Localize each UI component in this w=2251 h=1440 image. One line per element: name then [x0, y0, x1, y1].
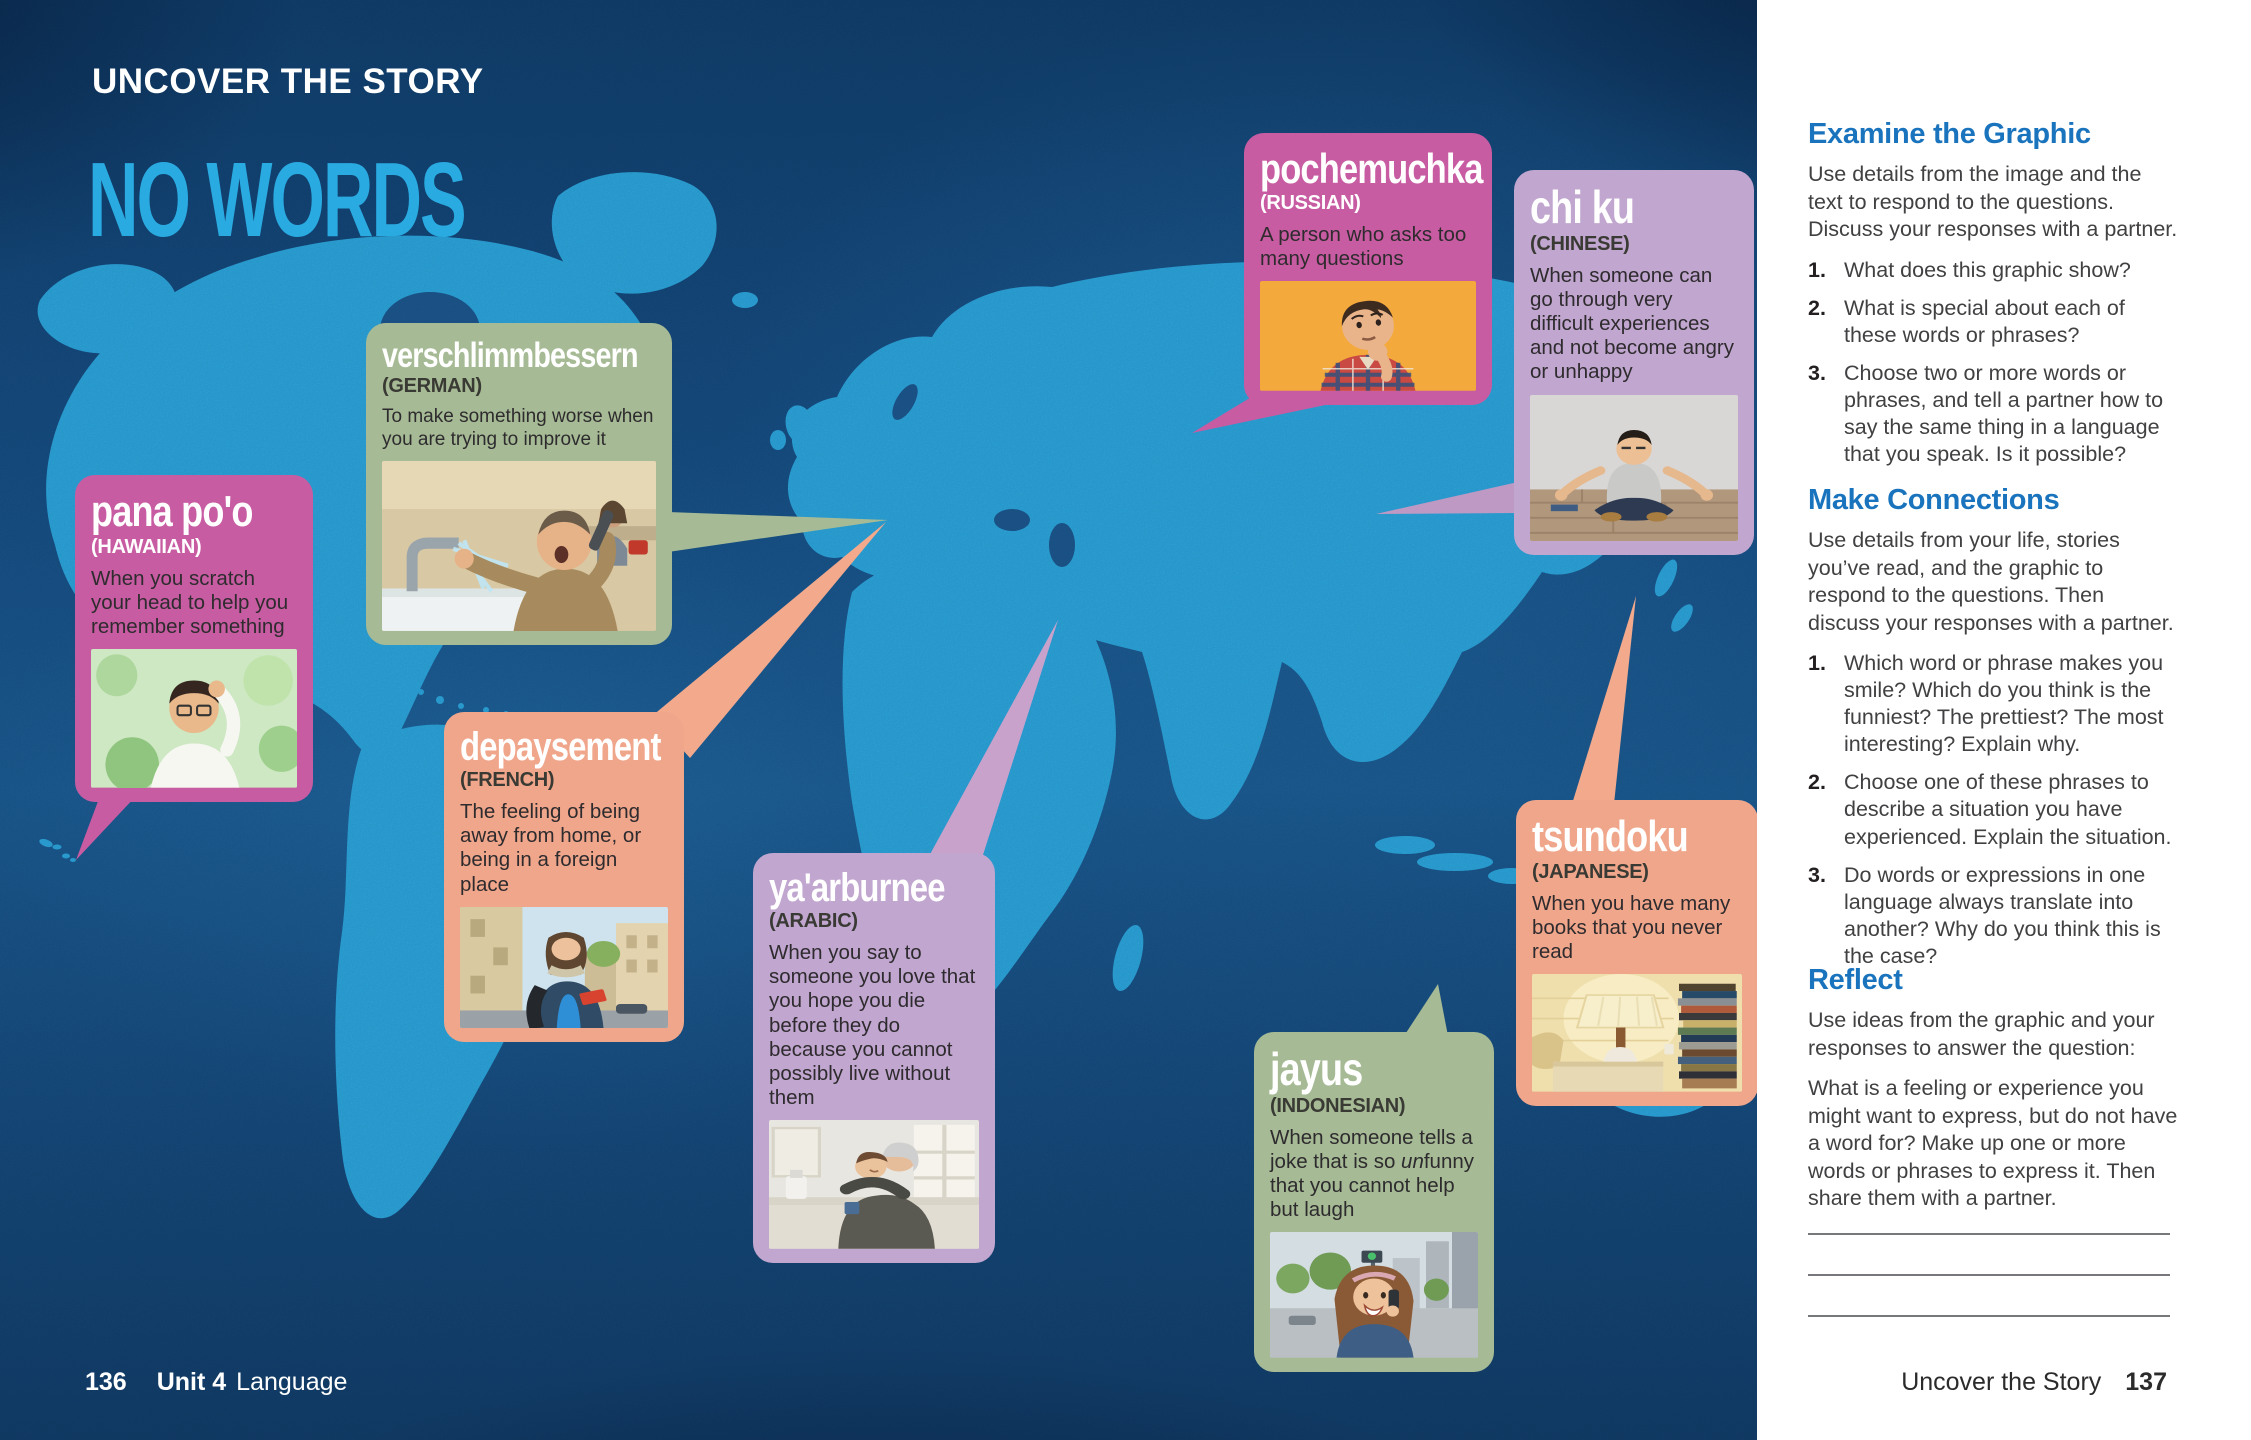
- reflect-section: [1808, 964, 2180, 1226]
- word-card-tsundoku: [1516, 800, 1757, 1106]
- make-connections-section: [1808, 484, 2180, 970]
- card-definition: When you have many books that you never read: [1532, 891, 1731, 964]
- writing-line: [1808, 1274, 2170, 1276]
- reflect-question: What is a feeling or experience you might want to express, but do not have a word for? Make up one or more words or phrases to express it. Then share them with a partner.: [1808, 1076, 2178, 1211]
- right-page-number: 137: [2125, 1368, 2167, 1396]
- question-number: 3.: [1808, 360, 1826, 385]
- question-text: Do words or expressions in one language always translate into another? Why do you think this is the case?: [1844, 862, 2161, 968]
- section-eyebrow: UNCOVER THE STORY: [92, 62, 484, 101]
- question-text: Which word or phrase makes you smile? Which do you think is the funniest? The prettiest? The most interesting? Explain why.: [1844, 651, 2164, 757]
- question-number: 1.: [1808, 651, 1826, 676]
- word-card-depaysement: [444, 712, 684, 1042]
- question-text: Choose one of these phrases to describe a situation you have experienced. Explain the situation.: [1844, 770, 2172, 849]
- writing-line: [1808, 1315, 2170, 1317]
- woman-traveling-photo: [460, 907, 668, 1028]
- man-fixing-sink-photo: [382, 461, 656, 631]
- word-card-pana-poo: [75, 475, 313, 802]
- card-language: (INDONESIAN): [1270, 1094, 1406, 1117]
- section-title: Uncover the Story: [1901, 1368, 2102, 1396]
- card-language: (FRENCH): [460, 769, 555, 791]
- card-word: pochemuchka: [1260, 145, 1483, 192]
- tail-tsundoku: [1572, 596, 1636, 804]
- tail-jayus: [1404, 984, 1448, 1036]
- page-title: NO WORDS: [88, 141, 465, 259]
- question-text: What is special about each of these words or phrases?: [1844, 295, 2125, 347]
- question-number: 2.: [1808, 295, 1826, 320]
- writing-line: [1808, 1233, 2170, 1235]
- card-definition: When you scratch your head to help you remember something: [91, 566, 289, 639]
- left-page-number: 136: [85, 1368, 127, 1396]
- card-language: (HAWAIIAN): [91, 535, 202, 558]
- tail-pana-poo: [76, 796, 136, 860]
- section-intro: Use ideas from the graphic and your responses to answer the question:: [1808, 1008, 2155, 1060]
- section-intro: Use details from the image and the text to respond to the questions. Discuss your responses with a partner.: [1808, 162, 2178, 242]
- section-heading: Reflect: [1808, 964, 1903, 996]
- man-thinking-photo: [1260, 281, 1476, 391]
- card-language: (RUSSIAN): [1260, 191, 1361, 214]
- card-definition: When someone can go through very difficult experiences and not become angry or unhappy: [1530, 263, 1734, 384]
- question-number: 1.: [1808, 257, 1826, 282]
- card-language: (GERMAN): [382, 375, 482, 398]
- unit-label: Unit 4: [156, 1368, 227, 1396]
- tail-verschlimmbessern: [668, 512, 888, 552]
- word-card-yaarburnee: [753, 853, 995, 1263]
- women-hugging-photo: [769, 1120, 979, 1249]
- card-word: jayus: [1270, 1043, 1363, 1095]
- right-footer: [1901, 1368, 2167, 1397]
- card-word: depaysement: [460, 725, 661, 769]
- card-language: (ARABIC): [769, 910, 858, 932]
- activity-page: [1757, 0, 2251, 1440]
- section-heading: Examine the Graphic: [1808, 118, 2091, 150]
- word-card-verschlimmbessern: [366, 323, 672, 645]
- question-text: Choose two or more words or phrases, and tell a partner how to say the same thing in a language that you speak. Is it possible?: [1844, 360, 2164, 467]
- examine-the-graphic-section: [1808, 118, 2180, 468]
- card-language: (JAPANESE): [1532, 860, 1649, 883]
- question-text: What does this graphic show?: [1844, 257, 2131, 282]
- book-spines: [1678, 984, 1737, 1089]
- question-number: 2.: [1808, 770, 1826, 795]
- woman-laughing-on-phone-photo: [1270, 1232, 1478, 1358]
- card-word: pana po'o: [91, 487, 253, 536]
- card-language: (CHINESE): [1530, 232, 1630, 255]
- card-definition: To make something worse when you are trying to improve it: [382, 406, 654, 450]
- question-list: [1808, 650, 2180, 970]
- question-list: [1808, 257, 2180, 469]
- question-number: 3.: [1808, 862, 1826, 887]
- card-word: chi ku: [1530, 181, 1635, 233]
- card-definition: A person who asks too many questions: [1260, 222, 1467, 271]
- section-intro: Use details from your life, stories you’ve read, and the graphic to respond to the questions. Then discuss your responses with a partner.: [1808, 528, 2174, 635]
- tail-depaysement: [652, 522, 886, 758]
- man-meditating-photo: [1530, 395, 1738, 541]
- card-word: tsundoku: [1532, 812, 1688, 861]
- card-definition: When someone tells a joke that is so unfunny that you cannot help but laugh: [1270, 1125, 1475, 1222]
- tail-yaarburnee: [928, 620, 1058, 858]
- card-word: verschlimmbessern: [382, 336, 638, 375]
- subject-label: Language: [236, 1368, 348, 1396]
- section-heading: Make Connections: [1808, 484, 2060, 516]
- tail-chi-ku: [1376, 482, 1518, 514]
- word-card-chi-ku: [1514, 170, 1754, 555]
- lamp-and-book-stack-photo: [1532, 974, 1742, 1092]
- man-scratching-head-photo: [91, 649, 297, 788]
- card-word: ya'arburnee: [769, 866, 945, 910]
- card-definition: The feeling of being away from home, or being in a foreign place: [460, 800, 642, 896]
- word-card-pochemuchka: [1244, 133, 1492, 405]
- left-footer: [85, 1368, 347, 1397]
- card-definition: When you say to someone you love that you hope you die before they do because you cannot possibly live without them: [769, 941, 976, 1110]
- word-card-jayus: [1254, 1032, 1494, 1372]
